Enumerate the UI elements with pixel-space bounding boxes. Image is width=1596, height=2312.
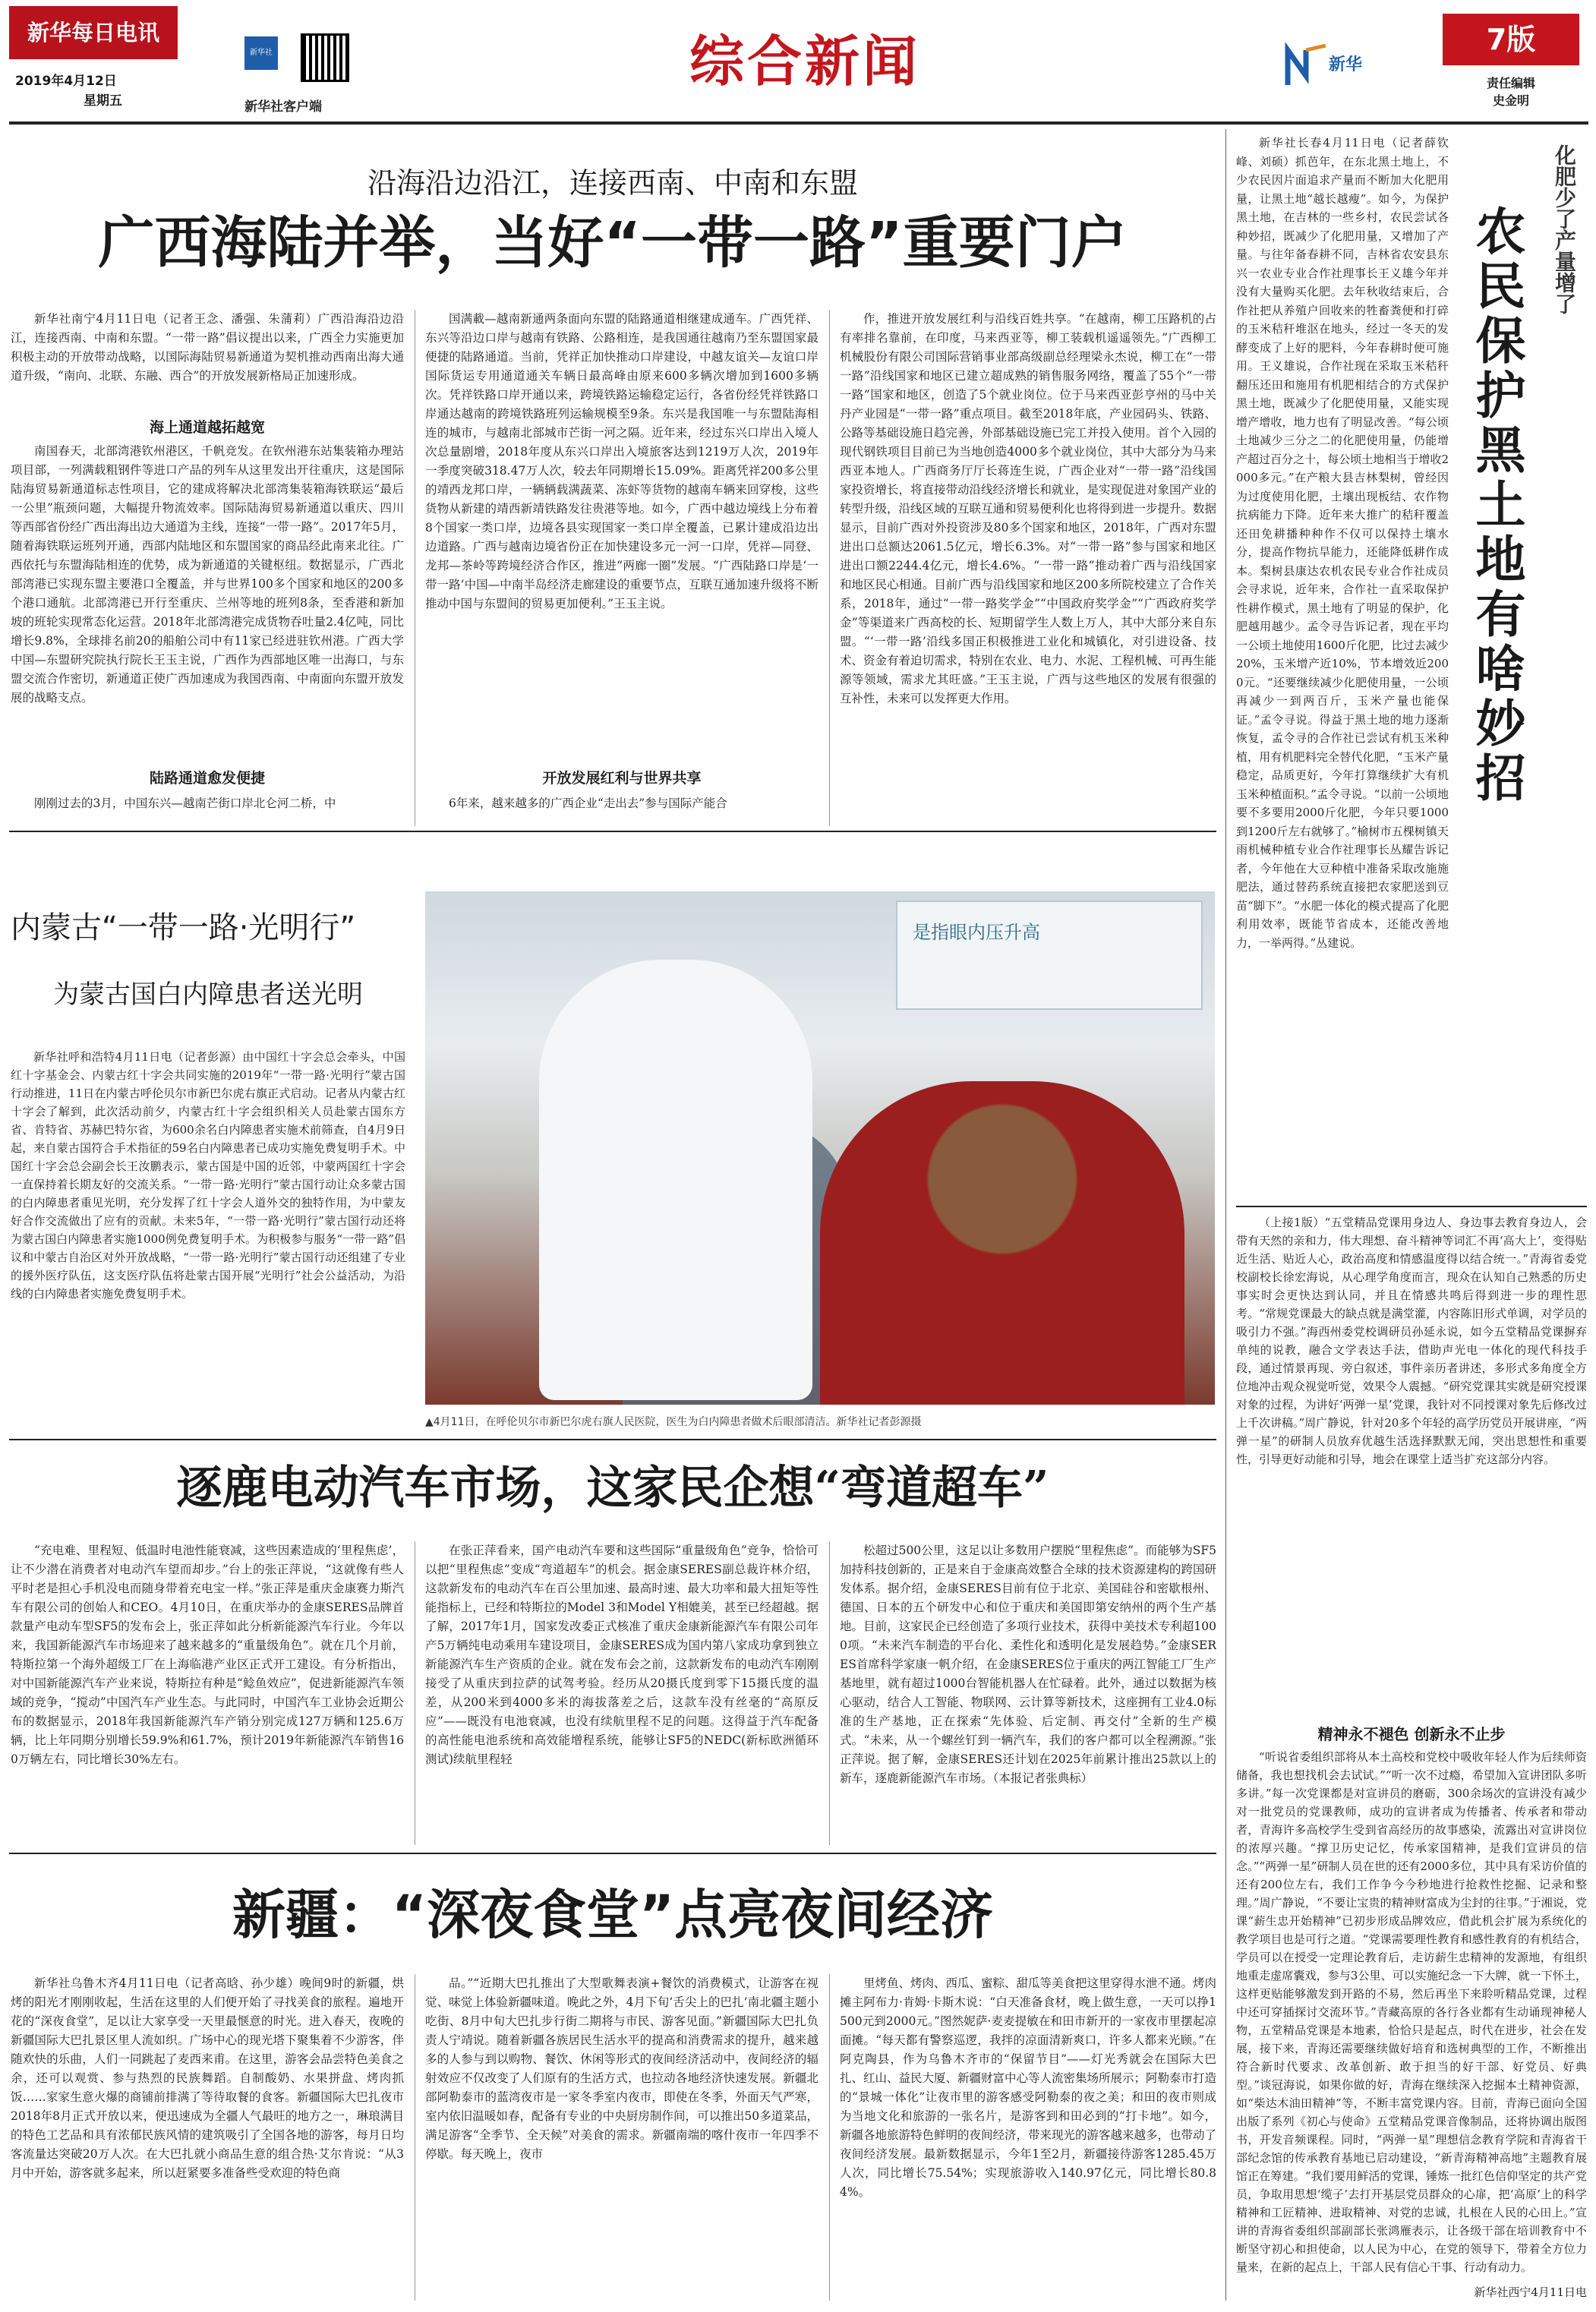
article3-col1: “充电难、里程短、低温时电池性能衰减，这些因素造成的‘里程焦虑’，让不少潜在消费者对电动汽车望而却步。”台上的张正萍说，“这就像有些人平时老是担心手机没电而随身带着充电宝一样。”张正萍是重庆金康赛力斯汽车有限公司的创始人和CEO。4月10日，在重庆举办的金康SERES品牌首款量产电动车型SF5的发布会上，张正萍如此分析新能源汽车行业。今年以来，我国新能源汽车市场迎来了越来越多的“重量级角色”。就在几个月前，特斯拉第一个海外超级工厂在上海临港产业区正式开工建设。有分析指出，对中国新能源汽车产业来说，特斯拉有种是“鲶鱼效应”，促进新能源汽车领域的竞争，“搅动”中国汽车产业生态。与此同时，中国汽车工业协会近期公布的数据显示，2018年我国新能源汽车产销分别完成127万辆和125.6万辆，比上年同期分别增长59.9%和61.7%，预计2019年新能源汽车销售160万辆左右，同比增长30%左右。 (11, 1544, 404, 1766)
article1-headline: 广西海陆并举，当好“一带一路”重要门户 (98, 210, 1128, 276)
sidebar-top-headline: 农民保护黑土地有啥妙招 (1467, 205, 1525, 806)
article1-subhead-3: 开放发展红利与世界共享 (542, 770, 702, 787)
brand-banner: 新华每日电讯 (9, 6, 178, 59)
sidebar-divider (1225, 129, 1226, 2301)
patient-figure (820, 1081, 1184, 1405)
app-logo-icon: 新华社 (244, 36, 278, 70)
article4-col3: 里烤鱼、烤肉、西瓜、蜜粽、甜瓜等美食把这里穿得水泄不通。烤肉摊主阿布力·肯姆·卡斯木说：“白天准备食材，晚上做生意，一天可以挣1500元到2000元。”图然妮萨·麦麦提敏在和田市新开的一家夜市里摆起凉面摊。“每天都有警察巡逻，我拌的凉面清新爽口，许多人都来光顾。”在阿克陶县，作为乌鲁木齐市的“保留节目”——灯光秀就会在国际大巴扎、红山、益民大厦、新疆财富中心等人流密集场所展示；阿勒泰市打造的“景城一体化”让夜市里的游客感受阿勒泰的夜之美；和田的夜市则成为当地文化和旅游的一张名片，是游客到和田必到的“打卡地”。如今，新疆各地旅游特色鲜明的夜间经济，带来现光的游客越来越多，也带动了夜间经济发展。最新数据显示，今年1至2月，新疆接待游客1285.45万人次，同比增长75.54%；实现旅游收入140.97亿元，同比增长80.84%。 (840, 1976, 1216, 2199)
article3-headline: 逐鹿电动汽车市场，这家民企想“弯道超车” (176, 1462, 1049, 1515)
clinic-sign-text: 是指眼内压升高 (913, 922, 1040, 943)
sidebar-top-body: 新华社长春4月11日电（记者薛钦峰、刘硕）抓芭年，在东北黑土地上，不少农民因片面追求产量而不断加大化肥用量，让黑土地“越长越瘦”。如今，为保护黑土地，在吉林的一些乡村，农民尝试各种妙招，既减少了化肥用量，又增加了产量。与往年备春耕不同，吉林省农安县东兴一农业专业合作社理事长王义雄今年并没有大量购买化肥。去年秋收结束后，合作社把从养殖户回收来的牲畜粪便和打碎的玉米秸秆堆沤在地头，经过一冬天的发酵变成了上好的肥料，今年春耕时便可施用。王义雄说，合作社现在采取玉米秸秆翻压还田和施用有机肥相结合的方式保护黑土地，既减少了化肥使用量，又能实现增产增收，地力也有了明显改善。“每公顷土地减少三分之二的化肥使用量，仍能增产超过百分之十，每公顷土地相当于增收2000多元。”在产粮大县吉林梨树，曾经因为过度使用化肥，土壤出现板结、农作物抗病能力下降。近年来大推广的秸秆覆盖还田免耕播种种作不仅可以保持土壤水分，提高作物抗旱能力，还能降低耕作成本。梨树县康达农机农民专业合作社成员会寻求说，近年来，合作社一直采取保护性耕作模式，黑土地有了明显的保护，化肥越用越少。孟令寻告诉记者，现在平均一公顷土地使用1600斤化肥，比过去减少20%，玉米增产近10%，节本增效近2000元。“还要继续减少化肥使用量，一公顷再减少一到两百斤，玉米产量也能保证。”孟令寻说。得益于黑土地的地力逐渐恢复，孟令寻的合作社已尝试有机玉米种植，用有机肥料完全替代化肥，“玉米产量稳定，品质更好，今年打算继续扩大有机玉米种植面积。”孟令寻说。“以前一公顷地要不多要用2000斤化肥，今年只要1000到1200斤左右就够了。”榆树市五棵树镇天雨机械种植专业合作社理事长丛耀告诉记者，今年他在大豆种植中准备采取改施施肥法，通过替药系统直接把农家肥送到豆苗“脚下”。“水肥一体化的模式提高了化肥利用效率，既能节省成本，还能改善地力，一举两得。”丛建说。 (1236, 136, 1449, 950)
section-rule (9, 1853, 1216, 1854)
weekday: 星期五 (84, 93, 122, 109)
editor-credit (1443, 74, 1579, 109)
article1-col1-body: 南国春天，北部湾港钦州港区，千帆竞发。在钦州港东站集装箱办理站项目部，一列满载粗钢件等进口产品的列车从这里发出开往重庆，这是国际陆海贸易新通道标志性项目，它的建成将解决北部湾集装箱海铁联运“最后一公里”瓶颈问题，大幅提升物流效率。国际陆海贸易新通道以重庆、四川等西部省份经广西出海出边大通道为主线，连接“一带一路”。2017年5月，随着海铁联运班列开通，西部内陆地区和东盟国家的商品经此南来北往。广西依托与东盟海陆相连的优势，成为新通道的关键枢纽。数据显示，广西北部湾港已实现东盟主要港口全覆盖，并与世界100多个国家和地区的200多个港口通航。北部湾港已开行至重庆、兰州等地的班列8条，至香港和新加坡的班轮实现常态化运营。2018年北部湾港完成货物吞吐量2.4亿吨，同比增长9.8%，全球排名前20的船舶公司中有11家已经进驻钦州港。广西大学中国—东盟研究院执行院长王玉主说，广西作为西部地区唯一出海口，与东盟交流合作密切，新通道正使广西加速成为我国西南、中南面向东盟开放发展的战略支点。 (11, 444, 404, 705)
qr-code-icon[interactable] (301, 33, 349, 82)
date: 2019年4月12日 (15, 74, 117, 89)
article3-col2: 在张正萍看来，国产电动汽车要和这些国际“重量级角色”竞争，恰恰可以把“里程焦虑”变成“弯道超车”的机会。据金康SERES副总裁许林介绍，这款新发布的电动汽车在百公里加速、最高时速、最大功率和最大扭矩等性能指标上，已经和特斯拉的Model 3和Model Y相媲美，甚至已经超越。据了解，2017年1月，国家发改委正式核准了重庆金康新能源汽车有限公司年产5万辆纯电动乘用车建设项目，金康SERES成为国内第八家成功拿到独立新能源汽车生产资质的企业。就在发布会之前，这款新发布的电动汽车刚刚接受了从重庆到拉萨的试驾考验。经历从20摄氏度到零下15摄氏度的温差，从200米到4000多米的海拔落差之后，这款车没有丝毫的“高原反应”——既没有电池衰减，也没有续航里程不足的问题。这得益于汽车配备的高性能电池系统和高效能增程系统，能够让SF5的NEDC(新标欧洲循环测试)续航里程轻 (425, 1544, 819, 1766)
sidebar-bottom-body2: “听说省委组织部将从本土高校和党校中吸收年轻人作为后续师资储备，我也想找机会去试试。”“听一次不过瘾，希望加入宣讲团队多听多讲。”每一次党课都是对宣讲员的磨砺，300余场次的宣讲没有减少对一批党员的党课教师，成功的宣讲者成为传播者、传承者和带动者，青海许多高校学生受到省高经历的故事感染，流露出对宣讲岗位的浓厚兴趣。“撑卫历史记忆，传承家国精神，是我们宣讲员的信念。”“两弹一星”研制人员在世的还有2000多位，其中具有采访价值的还有200位左右，我们工作争今今秒地进行抢救性挖掘、记录和整理。”周广静说，“不要让宝贵的精神财富成为尘封的往事。”于湘说，党课“薪生忠开始精神”已初步形成品牌效应，借此机会扩展为系统化的教学项目也是可行之道。“党课需要理性教育和感性教育的有机结合，学员可以在授受一定理论教育后，走访薪生忠精神的发源地，有组织地重走虚席囊戏，参与3公里、可以实施纪念一下大牌，就一下怀土，这样更贴能够激发到开路的不易，然后再坐下来聆听精品党课，过程中还可穿插探讨交流环节。”青藏高原的各行各业都有生动诵现神秘人物，五堂精品党课是本地素，恰恰只是起点，时代在进步，社会在发展，接下来，青海还需要继续做好培育和选树典型的工作，不断推出符合新时代要求、改革创新、敢于担当的好干部、好党员、好典型。”谈冠海说，如果你做的好，青海在继续深入挖掘本土精神资源，如“柴达木油田精神”等，不断丰富党课内容。目前，青海已面向全国出版了系列《初心与使命》五堂精品党课音像制品，还将协调出版图书，开发音频课程。同时，“两弹一星”理想信念教育学院和青海省干部纪念馆的传承教育基地已启动建设，“新青海精神高地”主题教育展馆正在筹建。“我们要用鲜活的党课，锤炼一批红色信仰坚定的共产党员，争取用思想‘缆子’去打开基层党员群众的心扉，把‘高原’上的科学精神和工匠精神、进取精神、对党的忠诚，扎根在人民的心田上。”宣讲的青海省委组织部副部长张鸿雁表示，让各级干部在培训教育中不断坚守初心和担使命，以人民为中心，在党的领导下，带着全方位力量来，在新的起点上，干部人民有信心干事、行动有动力。 (1236, 1750, 1587, 2274)
article3-col3: 松超过500公里，这足以让多数用户摆脱“里程焦虑”。而能够为SF5加持科技创新的，正是来自于金康高效整合全球的技术资源建构的跨国研发体系。据介绍，金康SERES目前有位于北京、美国硅谷和密歇根州、德国、日本的五个研发中心和位于重庆和美国即第安纳州的两个生产基地。目前，这家民企已经创造了多项行业技术，获得中美技术专利超1000项。“未来汽车制造的平台化、柔性化和透明化是发展趋势。”金康SERES首席科学家康一帆介绍，在金康SERES位于重庆的两江智能工厂生产基地里，就有超过1000台智能机器人在忙碌着。此外，通过以数据为核心驱动，结合人工智能、物联网、云计算等新技术，这座拥有工业4.0标准的生产基地，正在探索“先体验、后定制、再交付”全新的生产模式。“未来，从一个螺丝钉到一辆汽车，我们的客户都可以全程溯源。”张正萍说。据了解，金康SERES还计划在2025年前累计推出25款以上的新车，逐鹿新能源汽车市场。（本报记者张典标） (840, 1544, 1216, 1785)
article1-col2-body: 国满載—越南新通两条面向东盟的陆路通道相继建成通车。广西凭祥、东兴等沿边口岸与越南有铁路、公路相连，是我国通往越南乃至东盟国家最便捷的陆路通道。当前，凭祥正加快推动口岸建设，中越友谊关—友谊口岸国际货运专用通道通关车辆日最高峰由原来600多辆次增加到1600多辆次。凭祥铁路口岸开通以来，跨境铁路运输稳定运行，各省份经凭祥铁路口岸通达越南的跨境铁路班列运输规模至9条。东兴是我国唯一与东盟陆海相连的城市，与越南北部城市芒街一河之隔。近年来，经过东兴口岸出入境人次总量剧增，2018年度从东兴口岸出入境旅客达到1219万人次，2019年一季度突破318.47万人次，较去年同期增长15.09%。距离凭祥200多公里的靖西龙邦口岸，一辆辆载满蔬菜、冻虾等货物的越南车辆来回穿梭，这些货物从新建的靖西新靖铁路发往贵港等地。如今，广西中越边境线上分布着8个国家一类口岸，边境各县实现国家一类口岸全覆盖，已累计建成沿边出边道路。广西与越南边境省份正在加快建设多元一河一口岸，凭祥—同登、龙邦—茶岭等跨境经济合作区，推进“两廊一圈”发展。“广西陆路口岸是‘一带一路’中国—中南半岛经济走廊建设的重要节点，互联互通加速升级将不断推动中国与东盟间的贸易更加便利。”王玉主说。 (425, 312, 819, 610)
article4-col1: 新华社乌鲁木齐4月11日电（记者高晗、孙少雄）晚间9时的新疆，烘烤的阳光才刚刚收起，生活在这里的人们便开始了寻找美食的旅程。遍地开花的“深夜食堂”，足以让大家享受一天里最惬意的时光。进入春天，夜晚的新疆国际大巴扎景区里人流如织。广场中心的现光塔下聚集着不少游客，伴随欢快的乐曲，人们一同跳起了麦西来甫。在这里，游客会品尝特色美食之余，还可以观赏、参与热烈的民族舞蹈。自制酸奶、水果拼盘、烤肉抓饭……家家生意火爆的商铺前排满了等待取餐的食客。新疆国际大巴扎夜市2018年8月正式开放以来，便迅速成为全疆人气最旺的地方之一，琳琅满目的特色工艺品和具有浓郁民族风情的建筑吸引了全国各地的游客，每月日均客流量达突破20万人次。在大巴扎就小商品生意的组合热·艾尔肯说：“从3月中开始，游客就多起来，所以赶紧要多准备些受欢迎的特色商 (11, 1976, 404, 2180)
sidebar-rule (1236, 1206, 1587, 1207)
article1-col1-tail: 刚刚过去的3月，中国东兴—越南芒街口岸北仑河二桥，中 (34, 796, 336, 810)
column-divider (829, 1541, 830, 1845)
column-divider (829, 310, 830, 826)
sidebar-top-kicker: 化肥少了产量增了 (1552, 144, 1577, 314)
article1-kicker: 沿海沿边沿江，连接西南、中南和东盟 (367, 166, 858, 200)
sidebar-bottom-subhead: 精神永不褪色 创新永不止步 (1317, 1725, 1506, 1743)
sidebar-signoff: 新华社西宁4月11日电 (1474, 2285, 1587, 2299)
article2-subhead: 为蒙古国白内障患者送光明 (53, 979, 363, 1010)
dateline (15, 71, 167, 111)
article2-body: 新华社呼和浩特4月11日电（记者彭源）由中国红十字会总会牵头，中国红十字基金会、内蒙古红十字会共同实施的2019年“一带一路·光明行”蒙古国行动推进，11日在内蒙古呼伦贝尔市新巴尔虎右旗正式启动。记者从内蒙古红十字会了解到，此次活动前夕，内蒙古红十字会组织相关人员赴蒙古国东方省、肯特省、苏赫巴特尔省，为600余名白内障患者实施术前筛查，自4月9日起，来自蒙古国符合手术指征的59名白内障患者已成功实施免费复明手术。中国红十字会总会副会长王汝鹏表示，蒙古国是中国的近邻，中蒙两国红十字会一直保持着长期友好的交流关系。“一带一路·光明行”蒙古国行动让众多蒙古国的白内障患者重见光明，充分发挥了红十字会人道外交的独特作用，为中蒙友好合作交流做出了应有的贡献。未来5年，“一带一路·光明行”蒙古国行动还将为蒙古国白内障患者实施1000例免费复明手术。为积极参与服务“一带一路”倡议和中蒙古自治区对外开放战略，“一带一路·光明行”蒙古国行动还组建了专业的援外医疗队伍，这支医疗队伍将赴蒙古国开展“光明行”社会公益活动，为沿线的白内障患者实施免费复明手术。 (11, 1050, 405, 1301)
section-rule (9, 831, 1216, 832)
article1-col3-body: 作，推进开放发展红利与沿线百姓共享。“在越南，柳工压路机的占有率排名靠前，在印度，马来西亚等，柳工装载机遥遥领先。”广西柳工机械股份有限公司国际营销事业部高级副总经理梁永杰说，柳工在“一带一路”沿线国家和地区已建立超成熟的销售服务网络，覆盖了55个“一带一路”国家和地区，创造了5个就业岗位。位于马来西亚彭亨州的马中关丹产业园是“一带一路”重点项目。截至2018年底，产业园码头、铁路、公路等基础设施日趋完善，外部基础设施已完工并投入使用。首个入园的现代钢铁项目目前已为当地创造4000多个就业岗位，其中大部分为马来西亚本地人。广西商务厅厅长蒋连生说，广西企业对“一带一路”沿线国家投资增长，将直接带动沿线经济增长和就业，是实现促进对象国产业的转型升级，沿线区域的互联互通和贸易便利化也将得到进一步提升。数据显示，目前广西对外投资涉及80多个国家和地区，2018年，广西对东盟进出口总额达2061.5亿元，增长6.3%。对“一带一路”参与国家和地区进出口额2244.4亿元，增长4.6%。“一带一路”推动着广西与沿线国家和地区民心相通。目前广西与沿线国家和地区200多所院校建立了合作关系，2018年，通过“一带一路奖学金”“中国政府奖学金”“广西政府奖学金”等渠道来广西高校的长、短期留学生人数上万人，其中大部分来自东盟。“‘一带一路’沿线多国正积极推进工业化和城镇化，对引进设备、技术、资金有着迫切需求，特别在农业、电力、水泥、工程机械、可再生能源等领域，需求尤其旺盛。”王玉主说，广西与这些地区的发展有很强的互补性，未来可以发挥更大作用。 (840, 312, 1216, 705)
news-photo (425, 891, 1215, 1405)
article1-col2-tail: 6年来，越来越多的广西企业“走出去”参与国际产能合 (449, 796, 727, 810)
article1-subhead-1: 海上通道越拓越宽 (149, 419, 265, 436)
article4-headline: 新疆：“深夜食堂”点亮夜间经济 (232, 1884, 993, 1946)
sidebar-bottom-body1: （上接1版）“五堂精品党课用身边人、身边事去教育身边人，会带有天然的亲和力，伟大理想、奋斗精神等词汇不再‘高大上’，变得贴近生活、贴近人心，政治高度和情感温度得以结合统一。”青海省委党校副校长徐宏海说，从心理学角度而言，现众在认知自己熟悉的历史事实时会更快达到认同，并且在情感共鸣后得到进一步的理性思考。“常规党课最大的缺点就是满堂灌，内容陈旧形式单调，对学员的吸引力不强。”海西州委党校调研员孙延永说，如今五堂精品党课摒弃单纯的说教，融合文学表达手法，借助声光电一体化的现代科技手段，通过情景再现、旁白叙述，事件亲历者讲述，多形式多角度全方位地冲击观众视觉听觉，效果令人震撼。“研究党课其实就是研究授课对象的过程，为讲好‘两弹一星’党课，我针对不同授课对象先后修改过上千次讲稿。”周广静说，针对20多个年轻的高学历党员开展讲座，“两弹一星”的研制人员放弃优越生活选择默默无闻，突出思想性和重要性，引导更好动能和引导，地会在课堂上适当扩充这部分内容。 (1236, 1216, 1587, 1466)
editor-name: 史金明 (1492, 93, 1529, 108)
article1-subhead-2: 陆路通道愈发便捷 (149, 770, 265, 787)
article4-col2: 品。”“近期大巴扎推出了大型歌舞表演+餐饮的消费模式，让游客在视觉、味觉上体验新疆味道。晚此之外，4月下旬‘舌尖上的巴扎’南北疆主题小吃街、8月中旬大巴扎步行街二期将与市民、游客见面。”新疆国际大巴扎负责人宁靖说。随着新疆各族居民生活水平的提高和消费需求的提升，越来越多的人参与到以购物、餐饮、休闲等形式的夜间经济活动中，夜间经济的辐射效应不仅改变了人们原有的生活方式，也拉动各地经济快速发展。新疆北部阿勒泰市的蓝湾夜市是一家冬季室内夜市，即使在冬季，外面天气严寒，室内依旧温暖如春，配备有专业的中央厨房制作间，可以推出50多道菜品，满足游客“全季节、全天候”对美食的需求。新疆南端的喀什夜市一年四季不停歇。每天晚上，夜市 (425, 1976, 819, 2161)
column-divider (829, 1974, 830, 2301)
news-logo-icon (1283, 43, 1382, 90)
masthead-rule (9, 121, 1588, 125)
section-title: 综合新闻 (689, 30, 920, 93)
editor-label: 责任编辑 (1486, 76, 1535, 90)
page-number: 7版 (1443, 14, 1579, 65)
app-caption: 新华社客户端 (244, 99, 322, 115)
doctor-figure (539, 960, 812, 1400)
clinic-sign (896, 901, 1203, 1010)
photo-caption: ▲4月11日，在呼伦贝尔市新巴尔虎右旗人民医院，医生为白内障患者做术后眼部清洁。新华社记者彭源摄 (425, 1416, 922, 1428)
news-logo-text: 新华 (1329, 55, 1363, 74)
article1-lead: 新华社南宁4月11日电（记者王念、潘强、朱蒲莉）广西沿海沿边沿江，连接西南、中南和东盟。“一带一路”倡议提出以来，广西全力实施更加积极主动的开放带动战略，以国际海陆贸易新通道为契机推动西南出海大通道升级，“南向、北联、东融、西合”的开放发展新格局正加速形成。 (11, 312, 404, 383)
article2-headline: 内蒙古“一带一路·光明行” (11, 910, 356, 945)
section-rule (9, 1439, 1216, 1440)
